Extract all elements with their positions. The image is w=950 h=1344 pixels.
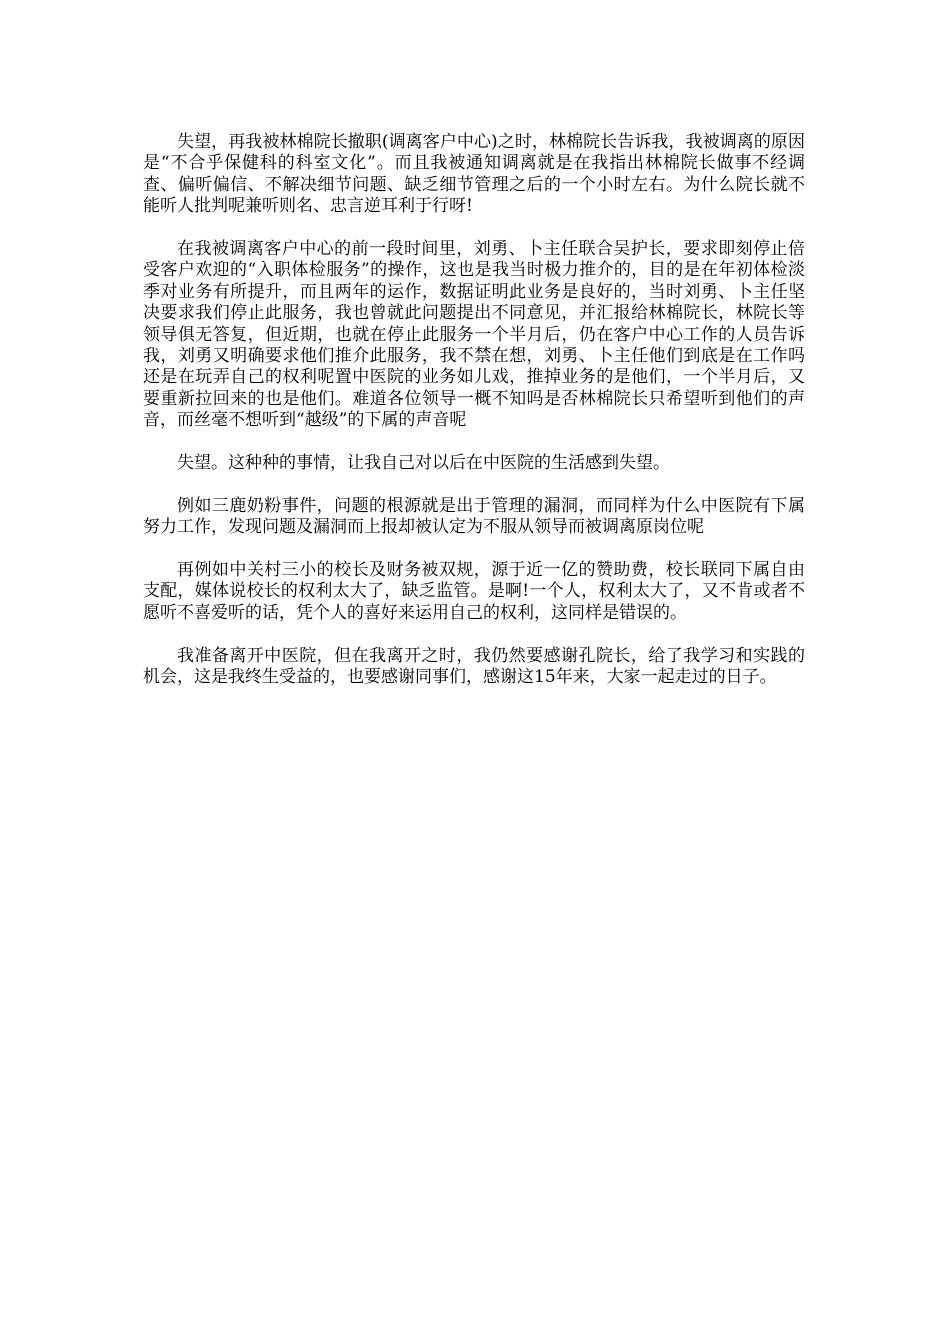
paragraph-4: 例如三鹿奶粉事件，问题的根源就是出于管理的漏洞，而同样为什么中医院有下属努力工作，发现问题及漏洞而上报却被认定为不服从领导而被调离原岗位呢 [143,495,805,538]
paragraph-1: 失望，再我被林棉院长撤职(调离客户中心)之时，林棉院长告诉我，我被调离的原因是“不合乎保健科的科室文化”。而且我被通知调离就是在我指出林棉院长做事不经调查、偏听偏信、不解决细节问题、缺乏细节管理之后的一个小时左右。为什么院长就不能听人批判呢兼听则名、忠言逆耳利于行呀! [143,132,805,217]
paragraph-3: 失望。这种种的事情，让我自己对以后在中医院的生活感到失望。 [177,453,670,474]
paragraph-5: 再例如中关村三小的校长及财务被双规，源于近一亿的赞助费，校长联同下属自由支配，媒体说校长的权利太大了，缺乏监管。是啊!一个人，权利太大了，又不肯或者不愿听不喜爱听的话，凭个人的喜好来运用自己的权利，这同样是错误的。 [143,560,805,623]
paragraph-6: 我准备离开中医院，但在我离开之时，我仍然要感谢孔院长，给了我学习和实践的机会，这是我终生受益的，也要感谢同事们，感谢这15年来，大家一起走过的日子。 [143,645,805,688]
paragraph-2: 在我被调离客户中心的前一段时间里，刘勇、卜主任联合吴护长，要求即刻停止倍受客户欢迎的“入职体检服务”的操作，这也是我当时极力推介的，目的是在年初体检淡季对业务有所提升，而且两年的运作，数据证明此业务是良好的，当时刘勇、卜主任坚决要求我们停止此服务，我也曾就此问题提出不同意见，并汇报给林棉院长，林院长等领导俱无答复，但近期，也就在停止此服务一个半月后，仍在客户中心工作的人员告诉我，刘勇又明确要求他们推介此服务，我不禁在想，刘勇、卜主任他们到底是在工作吗还是在玩弄自己的权利呢置中医院的业务如儿戏，推掉业务的是他们，一个半月后，又要重新拉回来的也是他们。难道各位领导一概不知吗是否林棉院长只希望听到他们的声音，而丝毫不想听到“越级”的下属的声音呢 [143,239,805,431]
document-body [143,132,805,710]
